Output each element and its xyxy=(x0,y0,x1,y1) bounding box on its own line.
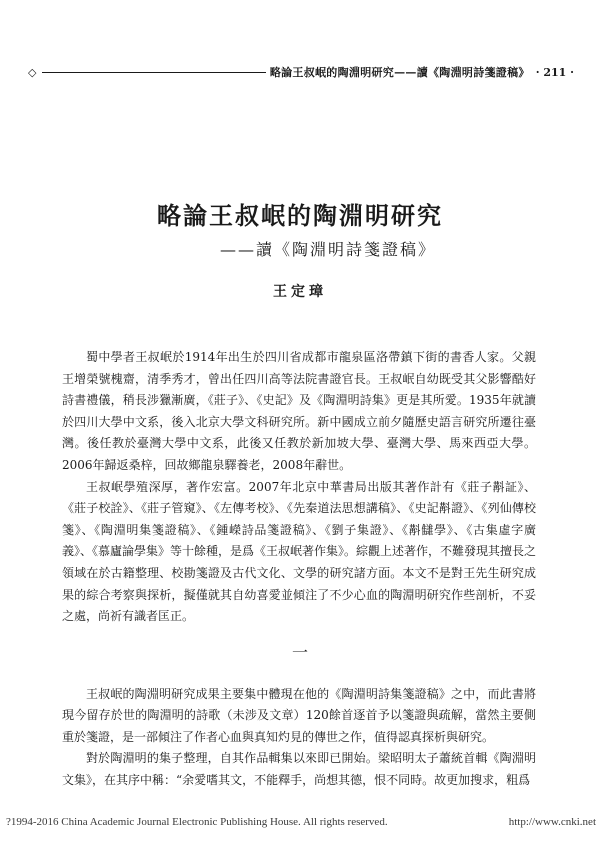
page-number: · 211 · xyxy=(535,65,574,79)
abstract-paragraph: 王叔岷學殖深厚，著作宏富。2007年北京中華書局出版其著作計有《莊子斠証》、《莊子校詮》、《莊子管窺》、《左傳考校》、《先秦道法思想講稿》、《史記斠證》、《列仙傳校箋》、《陶淵明集箋證稿》、《鍾嶸詩品箋證稿》、《劉子集證》、《斠讎學》、《古集虛字廣義》、《慕廬論學集》等十餘種，是爲《王叔岷著作集》。綜觀上述著作，不難發現其擅長之領域在於古籍整理、校勘箋證及古代文化、文學的研究諸方面。本文不是對王先生研究成果的綜合考察與探析，擬僅就其自幼喜愛並傾注了不少心血的陶淵明研究作些剖析，不妥之處，尚祈有識者匡正。 xyxy=(62,479,537,624)
article-title: 略論王叔岷的陶淵明研究 xyxy=(157,201,443,230)
abstract-paragraph: 蜀中學者王叔岷於1914年出生於四川省成都市龍泉區洛帶鎮下街的書香人家。父親王增榮號槐齋，清季秀才，曾出任四川高等法院書證官長。王叔岷自幼既受其父影響酷好詩書禮儀，稍長涉獵漸廣，《莊子》、《史記》及《陶淵明詩集》更是其所愛。1935年就讀於四川大學中文系，後入北京大學文科研究所。新中國成立前夕隨歷史語言研究所遷往臺灣。後任教於臺灣大學中文系，此後又任教於新加坡大學、臺灣大學、馬來西亞大學。2006年歸返桑梓，回故鄉龍泉驛養老，2008年辭世。 xyxy=(62,350,536,472)
copyright-notice: ?1994-2016 China Academic Journal Electronic Publishing House. All rights reserved. xyxy=(6,816,388,828)
abstract-section xyxy=(62,347,536,628)
section-number: 一 xyxy=(291,643,308,662)
diamond-icon: ◇ xyxy=(28,65,37,79)
footer xyxy=(6,816,596,828)
article-subtitle: ——讀《陶淵明詩箋證稿》 xyxy=(219,240,436,259)
author-name: 王定璋 xyxy=(273,284,327,300)
running-header xyxy=(28,62,574,82)
running-title: 略論王叔岷的陶淵明研究——讀《陶淵明詩箋證稿》 xyxy=(269,66,530,79)
body-paragraph: 王叔岷的陶淵明研究成果主要集中體現在他的《陶淵明詩集箋證稿》之中，而此書將現今留存於世的陶淵明的詩歌（未涉及文章）120餘首逐首予以箋證與疏解，當然主要側重於箋證，是一部傾注了作者心血與真知灼見的傳世之作，值得認真探析與研究。 xyxy=(62,687,536,744)
body-section xyxy=(62,684,536,791)
footer-url[interactable]: http://www.cnki.net xyxy=(508,816,596,828)
body-paragraph: 對於陶淵明的集子整理，自其作品輯集以來即已開始。梁昭明太子蕭統首輯《陶淵明文集》，在其序中稱：“余愛嗜其文，不能釋手，尚想其德，恨不同時。故更加搜求，粗爲 xyxy=(62,751,536,787)
header-rule xyxy=(42,72,265,73)
